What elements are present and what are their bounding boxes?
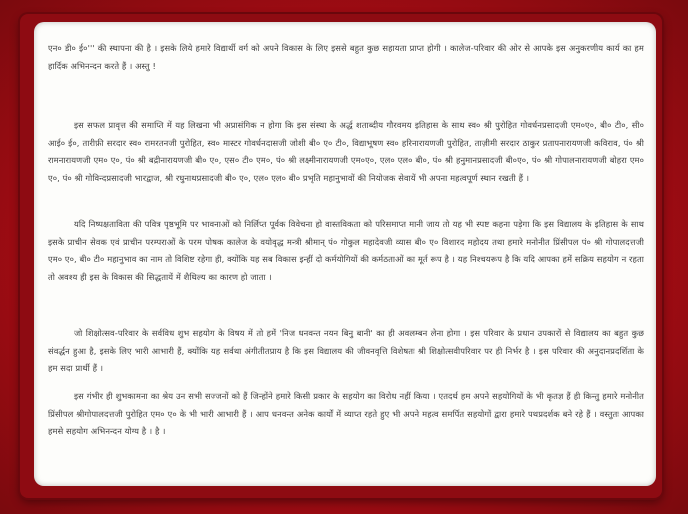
paragraph-2 — [48, 117, 644, 187]
paragraph-3 — [48, 216, 644, 286]
paragraph-5-text: इस गंभीर ही शुभकामना का श्रेय उन सभी सज्जनों को हैं जिन्होंने हमारे किसी प्रकार के सहयोग का विरोध नहीं किया । एतदर्थ हम अपने सहयोगियों के भी कृतज्ञ हैं ही किन्तु हमारे मनोनीत प्रिंसीपल श्रीगोपालदत्तजी पुरोहित एम० ए० के भी भारी आभारी हैं । आप धनवन्त अनेक कार्यों में व्याप्त रहते हुए भी अपने महत्व समर्पित सहयोगों द्वारा हमारे पथप्रदर्शक बने रहे हैं । वस्तुतः आपका हमसे सहयोग अभिनन्दन योग्य है । है । — [48, 391, 644, 436]
paragraph-4-text: जो शिक्षोत्सव-परिवार के सर्वविध शुभ सहयोग के विषय में तो हमें 'निज धनवन्त नयन बिनु बानी' का ही अवलम्बन लेना होगा । इस परिवार के प्रधान उपकारों से विद्यालय का बहुत कुछ संवर्द्धन हुआ है, इसके लिए भारी आभारी हैं, क्योंकि यह सर्वथा अंगीतीतप्राय है कि इस विद्यालय की जीवनवृत्ति विशेषतः श्री शिक्षोत्सवीपरिवार पर ही निर्भर है । इस परिवार की अनुदानप्रदर्शिता के हम सदा प्रार्थी हैं । — [48, 328, 644, 373]
paragraph-1-text: एन० डी० ई०''' की स्थापना की है । इसके लिये हमारे विद्यार्थी वर्ग को अपने विकास के लिए इससे बहुत कुछ सहायता प्राप्त होगी । कालेज-परिवार की ओर से आपके इस अनुकरणीय कार्य का हम हार्दिक अभिनन्दन करते हैं । अस्तु ! — [48, 43, 644, 71]
paragraph-3-text: यदि निष्पक्षताविता की पवित्र पृष्ठभूमि पर भावनाओं को निर्लिप्त पूर्वक विवेचना हो वास्तविकता को परिसमाप्त मानी जाय तो यह भी स्पष्ट कहना पड़ेगा कि इस विद्यालय के इतिहास के साथ इसके प्राचीन सेवक एवं प्राचीन परम्पराओं के परम पोषक कालेज के वयोवृद्ध मन्त्री श्रीमान् पं० गोकुल महादेवजी व्यास बी० ए० विशारद महोदय तथा हमारे मनोनीत प्रिंसीपल पं० श्री गोपालदत्तजी एम० ए०, बी० टी० महानुभाव का नाम तो विशिष्ट रहेगा ही, क्योंकि यह सब विकास इन्हीं दो कर्मयोगियों की कर्मठताओं का मूर्त रूप है । यह निश्चयरूप है कि यदि आपका हमें सक्रिय सहयोग न रहता तो अवश्य ही इस के विकास की सिद्धतायें में शैथिल्य का कारण हो जाता । — [48, 219, 644, 282]
paragraph-2-text: इस सफल प्रावृत्त की समाप्ति में यह लिखना भी अप्रासंगिक न होगा कि इस संस्था के अर्द्ध शताब्दीय गौरवमय इतिहास के साथ स्व० श्री पुरोहित गोवर्धनप्रसादजी एम०ए०, बी० टी०, सी० आई० ई०, तारीफ़ी सरदार स्व० रामरतनजी पुरोहित, स्व० मास्टर गोवर्धनदासजी जोशी बी० ए० टी०, विद्याभूषण स्व० हरिनारायणजी पुरोहित, ताज़ीमी सरदार ठाकुर प्रतापनारायणजी कविराव, पं० श्री रामनारायणजी एम० ए०, पं० श्री बद्रीनारायणजी बी० ए०, एस० टी० एम०, पं० श्री लक्ष्मीनारायणजी एम०ए०, एल० एल० बी०, पं० श्री हनुमानप्रसादजी बी०ए०, पं० श्री गोपालनारायणजी बोहरा एम० ए०, पं० श्री गोविन्दप्रसादजी भारद्वाज, श्री रघुनाथप्रसादजी बी० ए०, एल० एल० बी० प्रभृति महानुभावों की नियोजक सेवायें भी अपना महत्वपूर्ण स्थान रखती हैं । — [48, 120, 644, 183]
paragraph-1 — [48, 40, 644, 75]
scanned-document-page — [34, 22, 656, 486]
paragraph-5 — [48, 388, 644, 441]
paragraph-4 — [48, 325, 644, 378]
